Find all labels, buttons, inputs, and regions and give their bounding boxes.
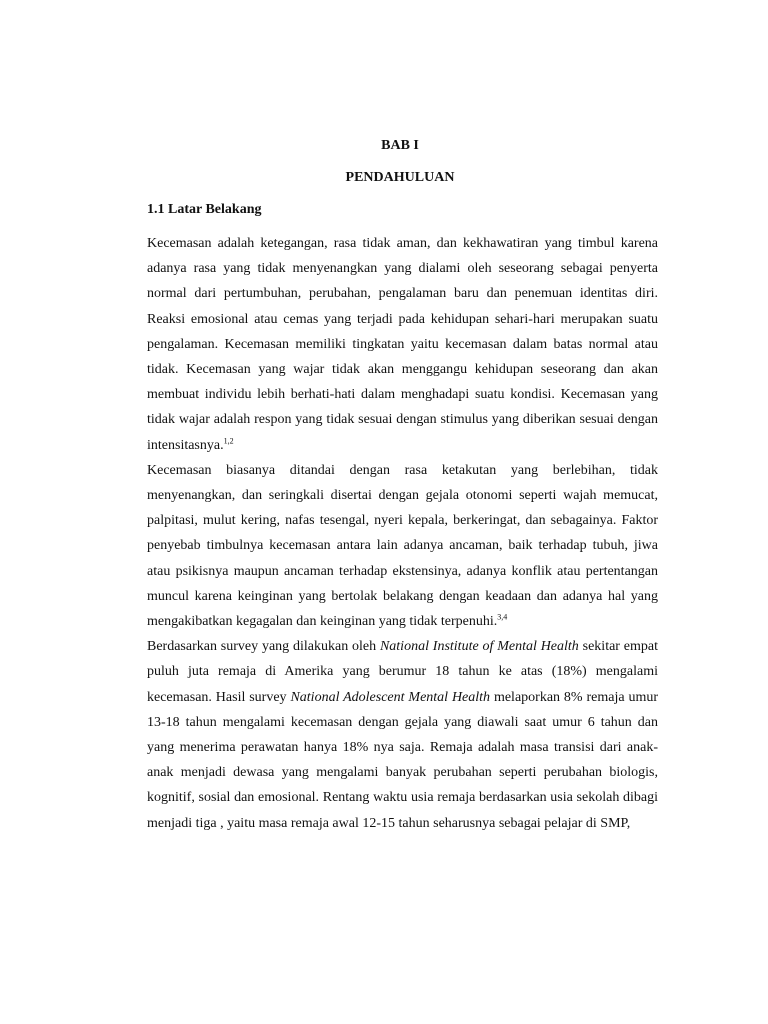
paragraph-2 <box>147 458 658 634</box>
paragraph-1 <box>147 231 658 458</box>
paragraph-3 <box>147 634 658 836</box>
chapter-number: BAB I <box>381 138 419 153</box>
institute-name: National Institute of Mental Health <box>379 639 579 655</box>
section-title: 1.1 Latar Belakang <box>147 202 262 217</box>
body-text <box>147 231 658 836</box>
paragraph-3-part3: melaporkan 8% remaja umur 13-18 tahun mengalami kecemasan dengan gejala yang diawali saat umur 6 tahun dan yang menerima perawatan hanya 18% nya saja. Remaja adalah masa transisi dari anak-anak menjadi dewasa yang mengalami banyak perubahan seperti perubahan biologis, kognitif, sosial dan emosional. Rentang waktu usia remaja berdasarkan usia sekolah dibagi menjadi tiga , yaitu masa remaja awal 12-15 tahun seharusnya sebagai pelajar di SMP, <box>147 689 658 831</box>
citation-1-2: 1,2 <box>223 435 234 445</box>
citation-3-4: 3,4 <box>497 612 508 622</box>
paragraph-2-text: Kecemasan biasanya ditandai dengan rasa ketakutan yang berlebihan, tidak menyenangkan, dan seringkali disertai dengan gejala otonomi seperti wajah memucat, palpitasi, mulut kering, nafas tesengal, nyeri kepala, berkeringat, dan sebagainya. Faktor penyebab timbulnya kecemasan antara lain adanya ancaman, baik terhadap tubuh, jiwa atau psikisnya maupun ancaman terhadap ekstensinya, adanya konflik atau pertentangan muncul karena keinginan yang bertolak belakang dengan keadaan dan adanya hal yang mengakibatkan kegagalan dan keinginan yang tidak terpenuhi. <box>147 462 658 630</box>
chapter-title: PENDAHULUAN <box>345 170 455 185</box>
paragraph-3-part2: sekitar empat puluh juta remaja di Amerika yang berumur 18 tahun ke atas (18%) mengalami kecemasan. Hasil survey <box>147 639 658 705</box>
paragraph-1-text: Kecemasan adalah ketegangan, rasa tidak aman, dan kekhawatiran yang timbul karena adanya rasa yang tidak menyenangkan yang dialami oleh seseorang sebagai penyerta normal dari pertumbuhan, perubahan, pengalaman baru dan penemuan identitas diri. Reaksi emosional atau cemas yang terjadi pada kehidupan sehari-hari merupakan suatu pengalaman. Kecemasan memiliki tingkatan yaitu kecemasan dalam batas normal atau tidak. Kecemasan yang wajar tidak akan menggangu kehidupan seseorang dan akan membuat individu lebih berhati-hati dalam menghadapi suatu kondisi. Kecemasan yang tidak wajar adalah respon yang tidak sesuai dengan stimulus yang diberikan sesuai dengan intensitasnya. <box>147 236 658 453</box>
paragraph-3-part1: Berdasarkan survey yang dilakukan oleh <box>147 639 380 655</box>
survey-name: National Adolescent Mental Health <box>290 689 491 705</box>
